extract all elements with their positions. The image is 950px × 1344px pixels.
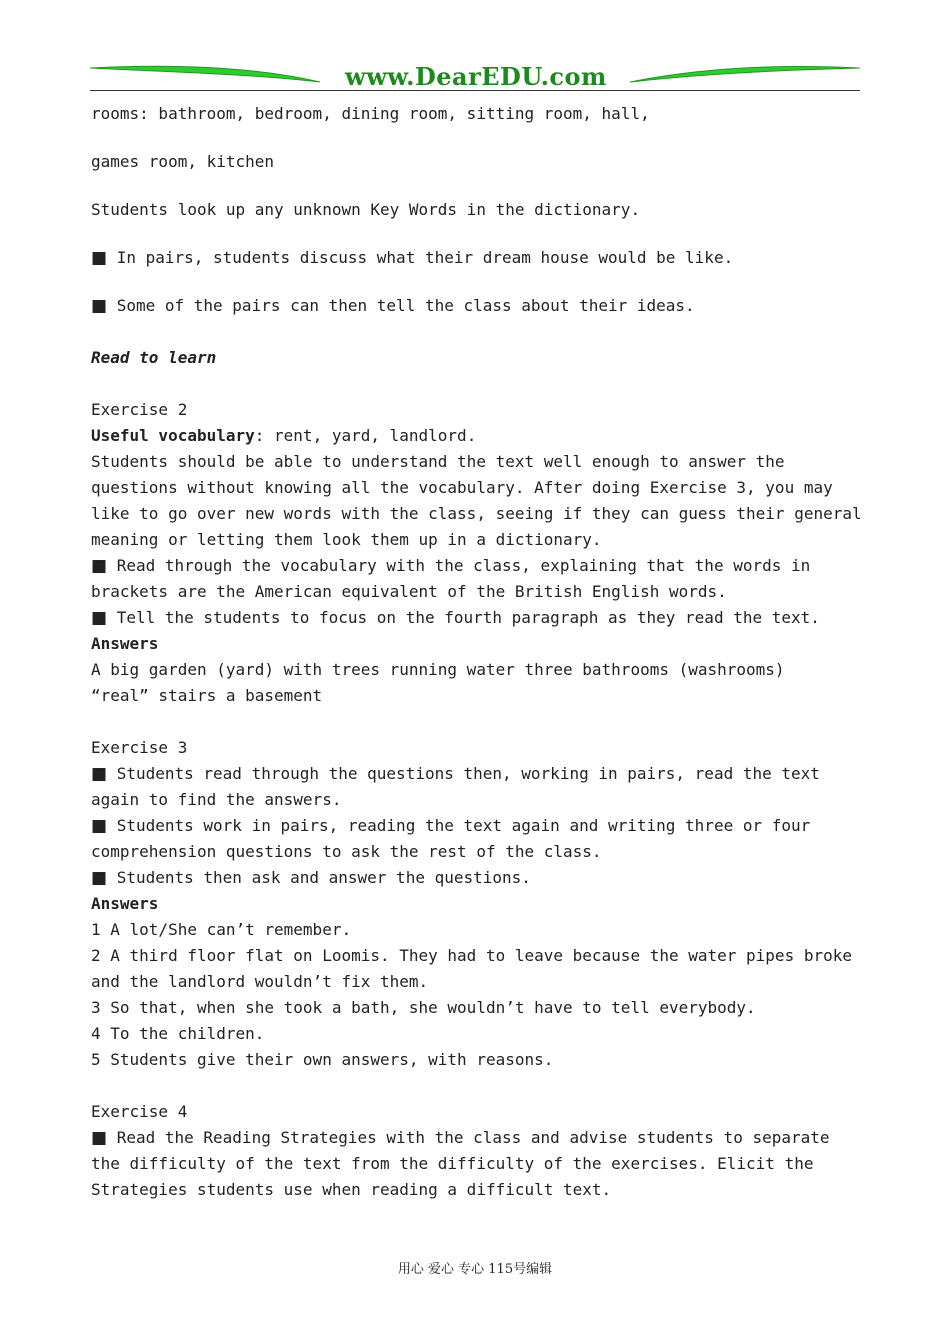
bullet-square-icon: ■ xyxy=(91,816,108,836)
text-line: Students should be able to understand the text well enough to answer the xyxy=(91,452,785,471)
text-line: Students look up any unknown Key Words in the dictionary. xyxy=(91,200,641,219)
answer-line: 4 To the children. xyxy=(91,1024,265,1043)
bullet-square-icon: ■ xyxy=(91,248,108,268)
right-swoosh xyxy=(630,67,860,82)
bullet-square-icon: ■ xyxy=(91,556,108,576)
text-line: comprehension questions to ask the rest of the class. xyxy=(91,842,602,861)
text-line: meaning or letting them look them up in a dictionary. xyxy=(91,530,602,549)
bullet-item: ■ In pairs, students discuss what their dream house would be like. xyxy=(91,248,734,268)
page-footer: 用心 爱心 专心 115号编辑 xyxy=(397,1262,553,1277)
bullet-item: ■ Students read through the questions then, working in pairs, read the text xyxy=(91,764,820,784)
answers-label: Answers xyxy=(91,634,159,653)
answers-label: Answers xyxy=(91,894,159,913)
bullet-square-icon: ■ xyxy=(91,296,108,316)
text-line: the difficulty of the text from the difficulty of the exercises. Elicit the xyxy=(91,1154,814,1173)
answer-line: “real” stairs a basement xyxy=(91,686,323,705)
answer-line: 2 A third floor flat on Loomis. They had to leave because the water pipes broke xyxy=(91,946,852,965)
site-logo[interactable]: www.DearEDU.com xyxy=(345,62,607,91)
left-swoosh xyxy=(90,66,320,82)
bullet-square-icon: ■ xyxy=(91,608,108,628)
bullet-item: ■ Students then ask and answer the questions. xyxy=(91,868,531,888)
bullet-square-icon: ■ xyxy=(91,868,108,888)
bullet-square-icon: ■ xyxy=(91,1128,108,1148)
answer-line: and the landlord wouldn’t fix them. xyxy=(91,972,429,991)
answer-line: 5 Students give their own answers, with reasons. xyxy=(91,1050,554,1069)
vocab-label: Useful vocabulary xyxy=(91,426,255,445)
vocab-line: Useful vocabulary: rent, yard, landlord. xyxy=(91,426,477,445)
text-line: questions without knowing all the vocabulary. After doing Exercise 3, you may xyxy=(91,478,833,497)
bullet-item: ■ Some of the pairs can then tell the class about their ideas. xyxy=(91,296,695,316)
document-body xyxy=(91,101,881,1203)
answer-line: 3 So that, when she took a bath, she wouldn’t have to tell everybody. xyxy=(91,998,756,1017)
bullet-item: ■ Read through the vocabulary with the class, explaining that the words in xyxy=(91,556,811,576)
bullet-item: ■ Students work in pairs, reading the text again and writing three or four xyxy=(91,816,811,836)
bullet-item: ■ Tell the students to focus on the fourth paragraph as they read the text. xyxy=(91,608,820,628)
page-header xyxy=(90,60,860,94)
bullet-square-icon: ■ xyxy=(91,764,108,784)
answer-line: A big garden (yard) with trees running water three bathrooms (washrooms) xyxy=(91,660,785,679)
header-divider xyxy=(90,90,860,91)
text-line: again to find the answers. xyxy=(91,790,342,809)
text-line: games room, kitchen xyxy=(91,152,275,171)
text-line: rooms: bathroom, bedroom, dining room, sitting room, hall, xyxy=(91,104,650,123)
text-line: brackets are the American equivalent of the British English words. xyxy=(91,582,727,601)
section-title: Read to learn xyxy=(91,348,217,367)
exercise-4-title: Exercise 4 xyxy=(91,1102,188,1121)
exercise-3-title: Exercise 3 xyxy=(91,738,188,757)
answer-line: 1 A lot/She can’t remember. xyxy=(91,920,352,939)
text-line: like to go over new words with the class, seeing if they can guess their general xyxy=(91,504,862,523)
bullet-item: ■ Read the Reading Strategies with the class and advise students to separate xyxy=(91,1128,830,1148)
exercise-2-title: Exercise 2 xyxy=(91,400,188,419)
text-line: Strategies students use when reading a difficult text. xyxy=(91,1180,612,1199)
